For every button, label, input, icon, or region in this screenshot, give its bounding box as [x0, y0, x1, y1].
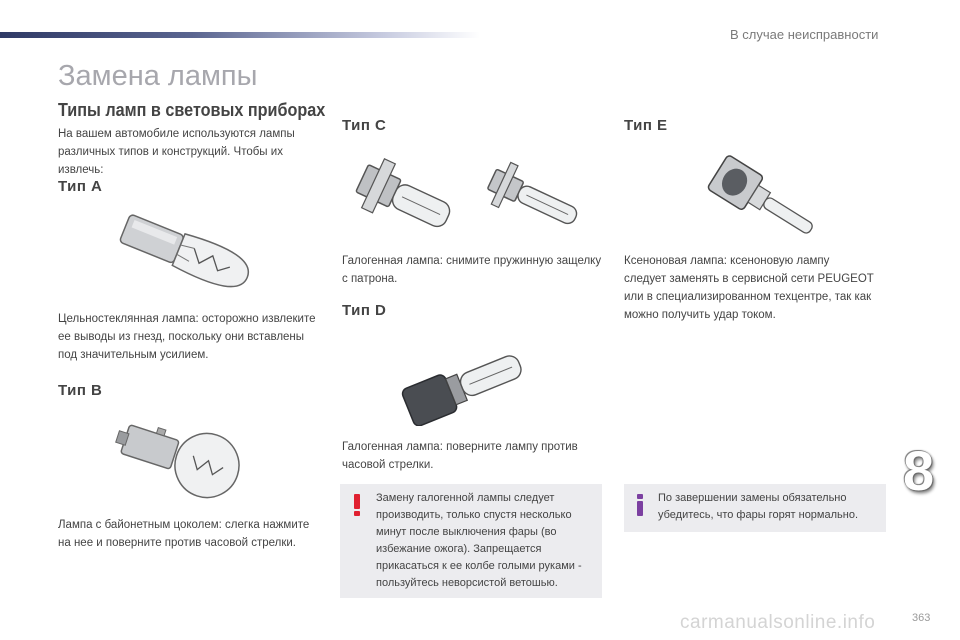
type-e-heading: Тип Е: [624, 117, 668, 134]
bulb-type-c-image: [352, 150, 600, 246]
type-a-text: Цельностеклянная лампа: осторожно извлеките ее выводы из гнезд, поскольку они вставлены под значительным усилием.: [58, 313, 316, 361]
intro-text: На вашем автомобиле используются лампы различных типов и конструкций. Чтобы их извлечь:: [58, 128, 295, 176]
bulb-type-b-image: [112, 418, 262, 500]
page-subtitle: Типы ламп в световых приборах: [58, 100, 326, 120]
type-d-text: Галогенная лампа: поверните лампу против часовой стрелки.: [342, 441, 578, 471]
type-c-text: Галогенная лампа: снимите пружинную защелку с патрона.: [342, 255, 602, 285]
bulb-type-e-image: [700, 148, 840, 248]
watermark: carmanualsonline.info: [680, 612, 876, 633]
type-c-heading: Тип С: [342, 117, 387, 134]
type-a-heading: Тип А: [58, 178, 103, 195]
chapter-number: 8: [903, 439, 935, 502]
warning-text: Замену галогенной лампы следует производить, только спустя несколько минут после выключения фары (во избежание ожога). Запрещается прикасаться к ее колбе голыми руками - пользуйтесь неворсистой ветошью.: [376, 492, 582, 589]
info-text: По завершении замены обязательно убедитесь, что фары горят нормально.: [658, 492, 859, 521]
info-icon: [636, 494, 644, 516]
bulb-type-a-image: [112, 214, 262, 292]
type-e-text: Ксеноновая лампа: ксеноновую лампу следует заменять в сервисной сети PEUGEOT или в специализированном техцентре, так как можно получить удар током.: [624, 255, 874, 321]
bulb-type-d-image: [395, 340, 545, 426]
header-accent-bar: [0, 32, 480, 38]
info-note: [624, 484, 886, 532]
page-title: Замена лампы: [58, 60, 258, 92]
type-d-heading: Тип D: [342, 302, 387, 319]
page-number: 363: [912, 612, 931, 624]
type-b-heading: Тип В: [58, 382, 103, 399]
section-label: В случае неисправности: [730, 27, 879, 42]
type-b-text: Лампа с байонетным цоколем: слегка нажмите на нее и поверните против часовой стрелки.: [58, 519, 310, 549]
warning-icon: [354, 494, 360, 516]
warning-note: [340, 484, 602, 598]
